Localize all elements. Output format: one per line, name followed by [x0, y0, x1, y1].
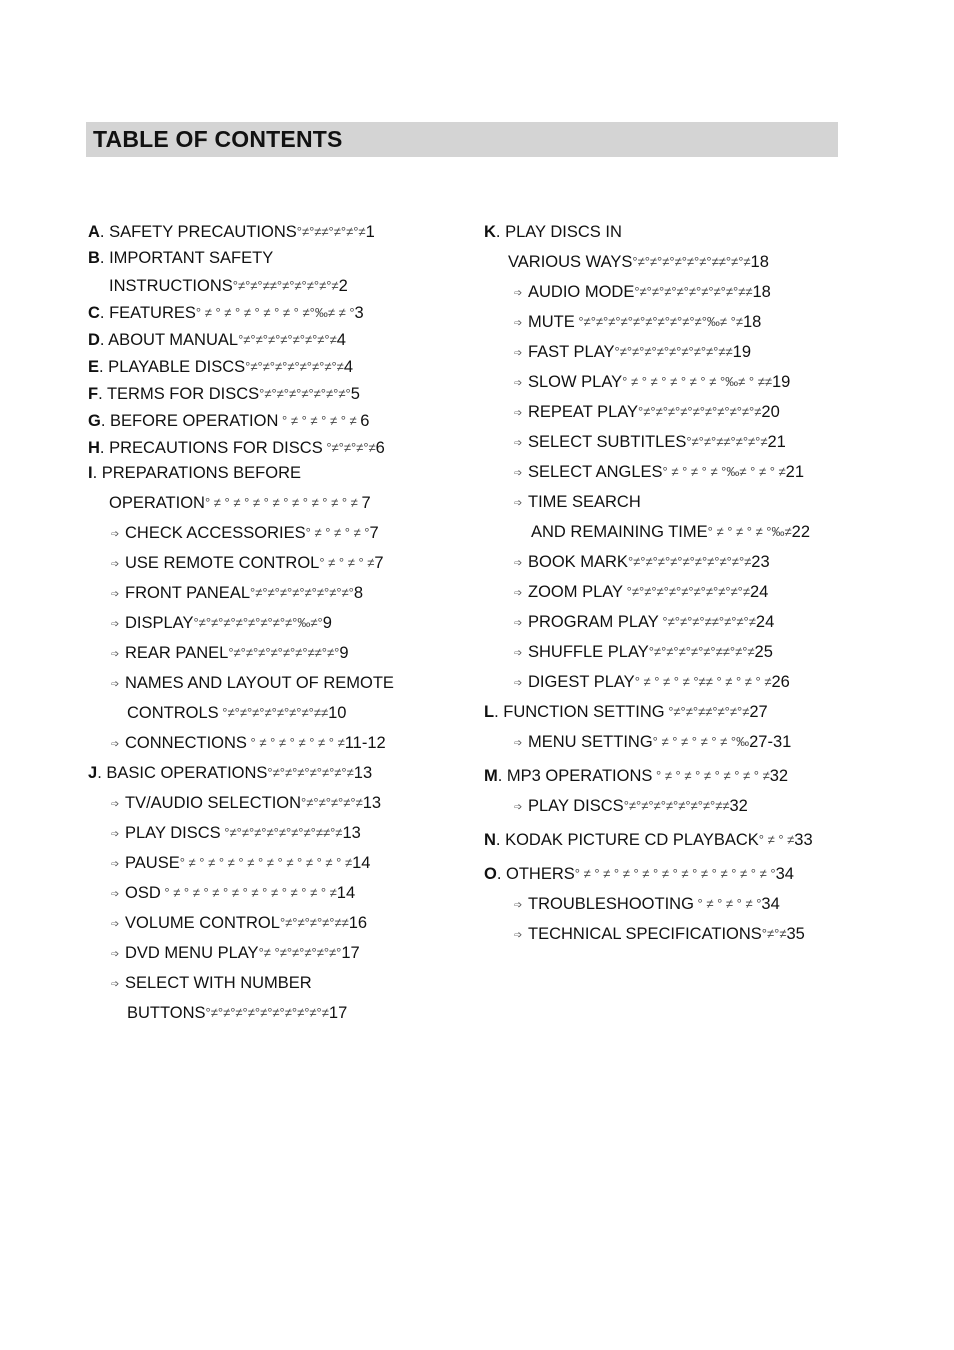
toc-entry — [88, 303, 364, 323]
page-number: 23 — [751, 553, 770, 571]
section-letter: I — [88, 464, 93, 482]
entry-label: . FUNCTION SETTING — [494, 703, 665, 721]
entry-label: USE REMOTE CONTROL — [125, 554, 320, 572]
page-number: 19 — [732, 343, 752, 361]
page-number: 6 — [360, 412, 370, 430]
leader-glyphs: °≠°≠°≠°≠°≠ — [301, 795, 363, 810]
arrow-bullet-icon: ➩ — [514, 648, 523, 659]
toc-entry — [88, 330, 346, 350]
toc-entry — [88, 438, 385, 458]
section-letter: A — [88, 223, 100, 241]
arrow-bullet-icon: ➩ — [514, 318, 523, 329]
entry-label: SLOW PLAY — [528, 373, 623, 391]
toc-entry — [514, 672, 790, 694]
arrow-bullet-icon: ➩ — [514, 618, 523, 629]
leader-glyphs: ° ≠ ° ≠ ° ≠ °≠≠ ° ≠ ° ≠ ° ≠ — [634, 674, 772, 689]
page-number: 7 — [369, 524, 379, 542]
entry-label: INSTRUCTIONS — [109, 277, 233, 295]
leader-glyphs: °≠°≠°≠°≠°≠°≠≠°≠°≠ — [648, 644, 755, 659]
entry-label: CONTROLS — [127, 704, 219, 722]
leader-glyphs: °≠°≠°≠°≠ — [322, 440, 376, 455]
toc-entry — [111, 553, 384, 575]
leader-glyphs: °≠°≠°≠°≠°≠°≠°≠° — [259, 386, 351, 401]
entry-label: PLAY DISCS — [528, 797, 624, 815]
page-number: 1 — [365, 223, 375, 241]
leader-glyphs: ° ≠ ° ≠ ° ≠ ° ≠ °‰ — [652, 734, 750, 749]
toc-entry — [88, 357, 353, 377]
arrow-bullet-icon: ➩ — [111, 679, 120, 690]
page-number: 21 — [767, 433, 786, 451]
leader-glyphs: °≠°≠°≠°≠°≠°≠°≠°≠° — [250, 585, 354, 600]
arrow-bullet-icon: ➩ — [514, 930, 523, 941]
entry-label: CHECK ACCESSORIES — [125, 524, 306, 542]
leader-glyphs: ° ≠ ° ≠ ° ≠ ° ≠ ° ≠ ° ≠ ° ≠ ° ≠ ° ≠ ° ≠ ° — [574, 866, 776, 881]
leader-glyphs: °≠°≠°≠°≠°≠°≠°≠≠°≠°≠ — [632, 254, 751, 269]
leader-glyphs: °≠°≠°≠°≠°≠°≠°≠°≠≠ — [623, 798, 730, 813]
entry-label: . TERMS FOR DISCS — [98, 385, 260, 403]
entry-label: PROGRAM PLAY — [528, 613, 659, 631]
page-number: 13 — [353, 764, 373, 782]
leader-glyphs: °≠°≠°≠°≠°≠°≠°≠°≠≠ — [218, 705, 329, 720]
leader-glyphs: °≠°≠°≠°≠°≠°≠°≠°≠°≠≠ — [634, 284, 753, 299]
page-number: 9 — [322, 614, 332, 632]
page-number: 34 — [761, 895, 780, 913]
toc-entry — [111, 673, 394, 695]
page-number: 14 — [336, 884, 356, 902]
entry-label: TECHNICAL SPECIFICATIONS — [528, 925, 762, 943]
page-number: 17 — [328, 1004, 348, 1022]
leader-glyphs: ° ≠ ° ≠ ° ≠ ° ≠ — [278, 413, 361, 428]
page-number: 19 — [771, 373, 791, 391]
toc-entry — [484, 222, 622, 242]
page-number: 34 — [775, 865, 794, 883]
leader-glyphs: °≠°≠°≠°≠°≠°≠°≠°≠°≠≠ — [614, 344, 733, 359]
arrow-bullet-icon: ➩ — [514, 348, 523, 359]
section-letter: F — [88, 385, 99, 403]
entry-label: BOOK MARK — [528, 553, 628, 571]
page-number: 2 — [338, 277, 348, 295]
entry-label: . OTHERS — [496, 865, 575, 883]
toc-entry — [111, 583, 363, 605]
arrow-bullet-icon: ➩ — [514, 288, 523, 299]
toc-entry — [127, 1003, 347, 1023]
toc-entry — [111, 943, 360, 965]
leader-glyphs: ° ≠ ° ≠ ° ≠ ° ≠ ° ≠ ° ≠ ° ≠ ° ≠ — [204, 495, 362, 510]
toc-entry — [514, 582, 768, 604]
toc-entry — [111, 883, 355, 905]
page-number: 32 — [769, 767, 789, 785]
leader-glyphs: ° ≠ ° ≠ ° ≠ ° ≠ ° ≠ ° ≠ ° ≠ ° ≠ ° ≠ — [179, 855, 353, 870]
entry-label: TROUBLESHOOTING — [528, 895, 694, 913]
entry-label: . MP3 OPERATIONS — [497, 767, 653, 785]
leader-glyphs: °≠°≠≠°≠°≠°≠ — [296, 224, 366, 239]
page-number: 8 — [353, 584, 364, 602]
toc-entry — [111, 733, 386, 755]
toc-entry — [111, 853, 370, 875]
arrow-bullet-icon: ➩ — [514, 588, 523, 599]
page-number: 17 — [341, 944, 360, 962]
entry-label: AND REMAINING TIME — [531, 523, 708, 541]
arrow-bullet-icon: ➩ — [514, 900, 523, 911]
toc-entry — [109, 493, 371, 513]
entry-label: . BEFORE OPERATION — [100, 412, 279, 430]
leader-glyphs: °≠°≠°≠°≠≠°≠°≠°≠ — [658, 614, 756, 629]
entry-label: . PLAYABLE DISCS — [99, 358, 246, 376]
toc-entry — [514, 282, 771, 304]
toc-entry — [111, 793, 381, 815]
page-number: 3 — [354, 304, 364, 322]
entry-label: AUDIO MODE — [528, 283, 635, 301]
page-number: 24 — [755, 613, 775, 631]
toc-entry — [111, 523, 379, 545]
entry-label: ZOOM PLAY — [528, 583, 624, 601]
page-number: 4 — [336, 331, 346, 349]
leader-glyphs: °≠°≠°≠°≠°≠°≠°≠°≠°≠°≠ — [627, 554, 752, 569]
toc-entry — [88, 463, 301, 483]
entry-label: SHUFFLE PLAY — [528, 643, 649, 661]
toc-entry — [514, 796, 748, 818]
section-letter: C — [88, 304, 100, 322]
entry-label: VARIOUS WAYS — [508, 253, 633, 271]
arrow-bullet-icon: ➩ — [514, 802, 523, 813]
entry-label: . SAFETY PRECAUTIONS — [99, 223, 297, 241]
page-number: 16 — [348, 914, 368, 932]
leader-glyphs: °≠ °≠°≠°≠°≠°≠° — [258, 945, 342, 960]
page-number: 24 — [750, 583, 769, 601]
toc-entry — [514, 894, 780, 916]
arrow-bullet-icon: ➩ — [514, 468, 523, 479]
leader-glyphs: °≠°≠°≠°≠°≠°≠°≠°≠°≠°≠ — [205, 1005, 329, 1020]
page-number: 25 — [754, 643, 773, 661]
section-letter: O — [484, 865, 497, 883]
toc-title-bar — [86, 122, 838, 157]
toc-entry — [484, 864, 794, 884]
toc-entry — [514, 432, 786, 454]
arrow-bullet-icon: ➩ — [111, 529, 120, 540]
toc-entry — [484, 766, 788, 786]
page-number: 13 — [342, 824, 361, 842]
section-letter: E — [88, 358, 100, 376]
toc-entry — [531, 522, 810, 542]
leader-glyphs: °≠°≠°≠°≠°≠°≠°≠°≠°≠°≠ — [623, 584, 750, 599]
arrow-bullet-icon: ➩ — [514, 738, 523, 749]
section-letter: D — [88, 331, 100, 349]
toc-entry — [514, 732, 791, 754]
toc-entry — [111, 823, 361, 845]
entry-label: SELECT ANGLES — [528, 463, 663, 481]
toc-entry — [514, 924, 805, 946]
leader-glyphs: °≠°≠ — [761, 926, 787, 941]
toc-entry — [514, 342, 751, 364]
entry-label: OSD — [125, 884, 161, 902]
leader-glyphs: ° ≠ ° ≠ ° ≠ ° ≠ ° ≠ ° ≠°‰≠ ≠ ° — [195, 305, 355, 320]
entry-label: . KODAK PICTURE CD PLAYBACK — [495, 831, 759, 849]
page-number: 20 — [761, 403, 780, 421]
leader-glyphs: °≠°≠°≠°≠°≠°≠°≠°≠°≠°≠ — [638, 404, 762, 419]
toc-entry — [514, 372, 790, 394]
arrow-bullet-icon: ➩ — [111, 979, 120, 990]
arrow-bullet-icon: ➩ — [514, 408, 523, 419]
page-number: 13 — [362, 794, 382, 812]
toc-entry — [88, 222, 375, 242]
page-number: 27-31 — [749, 733, 792, 751]
toc-entry — [88, 411, 369, 431]
page-number: 7 — [374, 554, 384, 572]
arrow-bullet-icon: ➩ — [514, 378, 523, 389]
arrow-bullet-icon: ➩ — [111, 949, 120, 960]
entry-label: DVD MENU PLAY — [125, 944, 259, 962]
toc-entry — [88, 763, 372, 783]
page-number: 32 — [729, 797, 748, 815]
page-number: 33 — [794, 831, 813, 849]
page-number: 18 — [742, 313, 762, 331]
page-number: 21 — [785, 463, 804, 481]
page-number: 18 — [750, 253, 769, 271]
page-title: TABLE OF CONTENTS — [93, 126, 343, 152]
section-letter: L — [484, 703, 495, 721]
toc-entry — [508, 252, 769, 272]
leader-glyphs: ° ≠ ° ≠ ° ≠ ° ≠ ° ≠ ° ≠ — [652, 768, 770, 783]
leader-glyphs: °≠°≠°≠≠°≠°≠°≠°≠°≠ — [232, 278, 339, 293]
entry-label: VOLUME CONTROL — [125, 914, 280, 932]
leader-glyphs: ° ≠ ° ≠ ° ≠ ° ≠ ° ≠ — [246, 735, 345, 750]
section-letter: K — [484, 223, 496, 241]
page-number: 7 — [361, 494, 371, 512]
toc-entry — [111, 973, 312, 995]
entry-label: . PREPARATIONS BEFORE — [92, 464, 302, 482]
toc-entry — [111, 913, 367, 935]
entry-label: MUTE — [528, 313, 575, 331]
page-number: 6 — [375, 439, 385, 457]
page-number: 35 — [786, 925, 805, 943]
toc-entry — [88, 384, 360, 404]
entry-label: FRONT PANEAL — [125, 584, 250, 602]
toc-entry — [514, 492, 641, 514]
toc-entry — [514, 552, 770, 574]
leader-glyphs: ° ≠ ° ≠ ° ≠ — [319, 555, 375, 570]
entry-label: TV/AUDIO SELECTION — [125, 794, 302, 812]
arrow-bullet-icon: ➩ — [111, 829, 120, 840]
entry-label: PLAY DISCS — [125, 824, 221, 842]
toc-entry — [514, 612, 774, 634]
toc-entry — [514, 402, 780, 424]
toc-entry — [111, 643, 349, 665]
leader-glyphs: ° ≠ ° ≠ ° ≠ °‰≠ ° ≠ ° ≠ — [662, 464, 786, 479]
arrow-bullet-icon: ➩ — [514, 678, 523, 689]
entry-label: CONNECTIONS — [125, 734, 247, 752]
entry-label: SELECT SUBTITLES — [528, 433, 687, 451]
entry-label: NAMES AND LAYOUT OF REMOTE — [125, 674, 394, 692]
arrow-bullet-icon: ➩ — [111, 919, 120, 930]
page-number: 10 — [328, 704, 347, 722]
entry-label: . BASIC OPERATIONS — [97, 764, 268, 782]
section-letter: G — [88, 412, 101, 430]
leader-glyphs: °≠°≠°≠°≠°≠°≠°≠°≠ — [245, 359, 344, 374]
entry-label: . PLAY DISCS IN — [495, 223, 622, 241]
entry-label: MENU SETTING — [528, 733, 653, 751]
entry-label: DIGEST PLAY — [528, 673, 635, 691]
entry-label: . PRECAUTIONS FOR DISCS — [99, 439, 323, 457]
arrow-bullet-icon: ➩ — [514, 498, 523, 509]
toc-entry — [88, 248, 273, 268]
section-letter: J — [88, 764, 98, 782]
leader-glyphs: ° ≠ ° ≠ ° ≠ ° — [693, 896, 762, 911]
toc-entry — [111, 613, 332, 635]
leader-glyphs: ° ≠ ° ≠ ° ≠ ° ≠ ° ≠ ° ≠ ° ≠ ° ≠ ° ≠ — [160, 885, 337, 900]
entry-label: OPERATION — [109, 494, 205, 512]
entry-label: BUTTONS — [127, 1004, 206, 1022]
arrow-bullet-icon: ➩ — [111, 649, 120, 660]
page-number: 11-12 — [344, 734, 386, 752]
toc-entry — [514, 462, 804, 484]
entry-label: . ABOUT MANUAL — [99, 331, 239, 349]
toc-entry — [514, 312, 761, 334]
toc-entry — [514, 642, 773, 664]
page-number: 4 — [343, 358, 353, 376]
leader-glyphs: °≠°≠°≠°≠°≠°≠°≠°≠°‰≠° — [193, 615, 323, 630]
leader-glyphs: ° ≠ ° ≠ ° ≠ °‰≠ — [707, 524, 792, 539]
section-letter: M — [484, 767, 498, 785]
leader-glyphs: ° ≠ ° ≠ — [758, 832, 795, 847]
entry-label: FAST PLAY — [528, 343, 615, 361]
leader-glyphs: °≠°≠°≠°≠°≠°≠°≠°≠ — [238, 332, 337, 347]
leader-glyphs: °≠°≠°≠≠°≠°≠°≠ — [686, 434, 768, 449]
page-number: 18 — [752, 283, 771, 301]
entry-label: REAR PANEL — [125, 644, 229, 662]
toc-entry — [109, 276, 348, 296]
arrow-bullet-icon: ➩ — [111, 799, 120, 810]
leader-glyphs: °≠°≠°≠°≠°≠°≠°≠ — [267, 765, 354, 780]
leader-glyphs: °≠°≠°≠°≠°≠≠ — [279, 915, 349, 930]
toc-entry — [484, 702, 768, 722]
page-number: 14 — [352, 854, 371, 872]
page-number: 26 — [771, 673, 790, 691]
arrow-bullet-icon: ➩ — [111, 619, 120, 630]
leader-glyphs: °≠°≠°≠°≠°≠°≠°≠°≠≠°≠ — [220, 825, 343, 840]
entry-label: . FEATURES — [99, 304, 196, 322]
leader-glyphs: °≠°≠°≠°≠°≠°≠°≠°≠°≠°≠°‰≠ °≠ — [574, 314, 743, 329]
entry-label: SELECT WITH NUMBER — [125, 974, 312, 992]
arrow-bullet-icon: ➩ — [111, 859, 120, 870]
entry-label: REPEAT PLAY — [528, 403, 639, 421]
arrow-bullet-icon: ➩ — [111, 739, 120, 750]
entry-label: DISPLAY — [125, 614, 194, 632]
arrow-bullet-icon: ➩ — [514, 438, 523, 449]
leader-glyphs: °≠°≠°≠≠°≠°≠°≠ — [664, 704, 750, 719]
page-number: 5 — [350, 385, 360, 403]
leader-glyphs: ° ≠ ° ≠ ° ≠ ° — [305, 525, 370, 540]
toc-entry — [484, 830, 813, 850]
leader-glyphs: °≠°≠°≠°≠°≠°≠°≠≠°≠° — [228, 645, 340, 660]
entry-label: TIME SEARCH — [528, 493, 641, 511]
leader-glyphs: ° ≠ ° ≠ ° ≠ ° ≠ ° ≠ °‰≠ ° ≠≠ — [622, 374, 772, 389]
arrow-bullet-icon: ➩ — [111, 589, 120, 600]
page-number: 27 — [749, 703, 768, 721]
page-number: 22 — [791, 523, 811, 541]
section-letter: B — [88, 249, 100, 267]
section-letter: N — [484, 831, 496, 849]
entry-label: . IMPORTANT SAFETY — [99, 249, 274, 267]
toc-entry — [127, 703, 346, 723]
section-letter: H — [88, 439, 100, 457]
arrow-bullet-icon: ➩ — [514, 558, 523, 569]
arrow-bullet-icon: ➩ — [111, 889, 120, 900]
page-number: 9 — [339, 644, 349, 662]
arrow-bullet-icon: ➩ — [111, 559, 120, 570]
entry-label: PAUSE — [125, 854, 180, 872]
